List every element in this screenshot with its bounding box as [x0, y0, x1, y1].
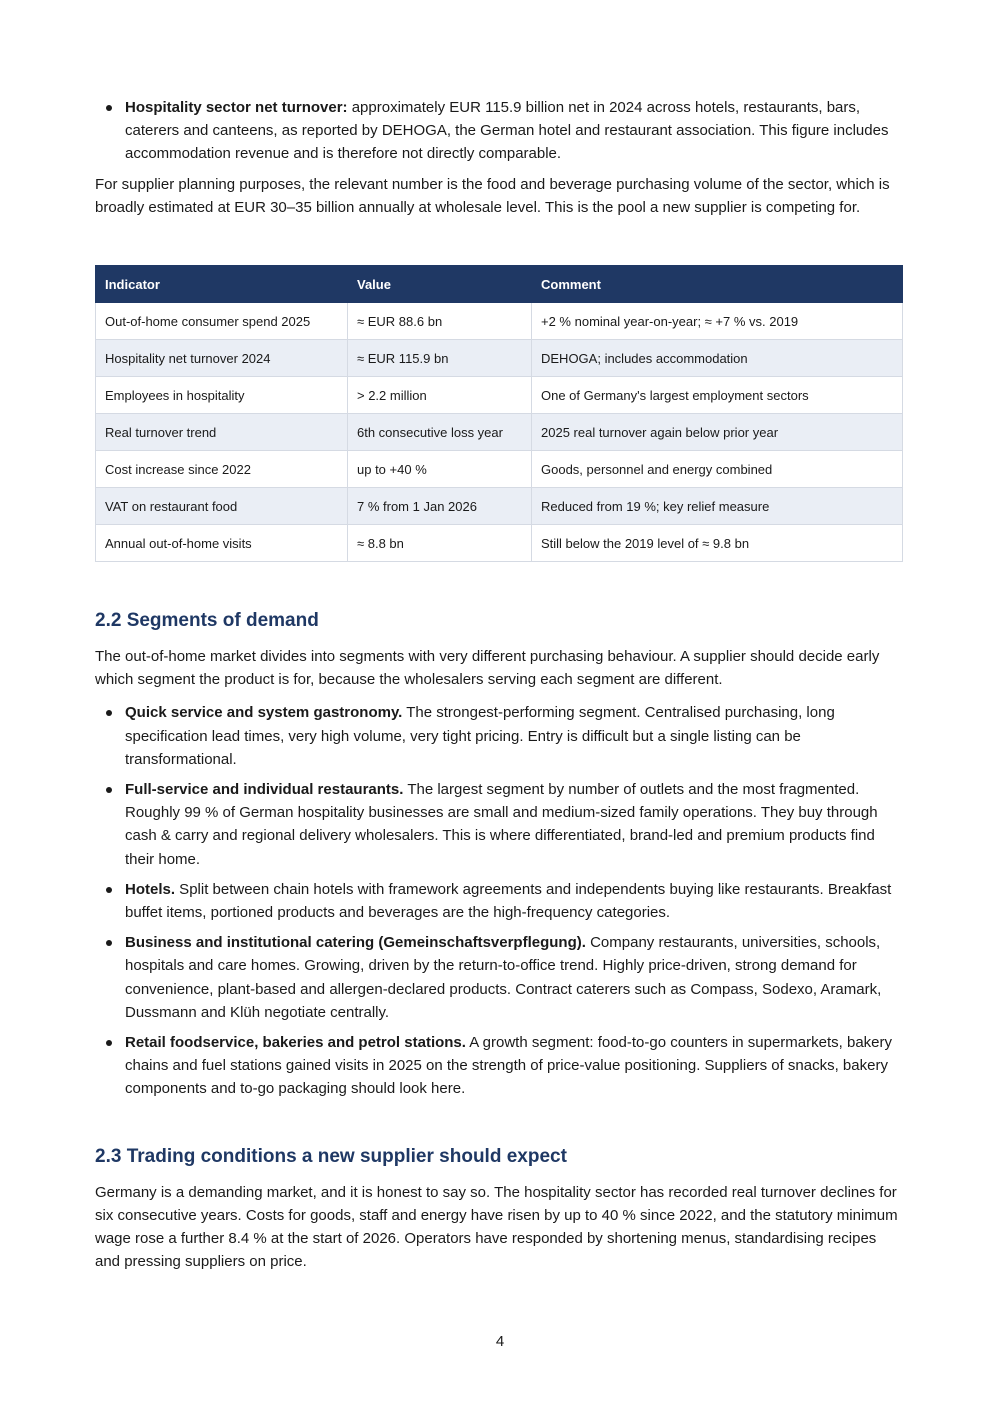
table-cell: 7 % from 1 Jan 2026: [348, 488, 532, 525]
column-header: Comment: [532, 266, 903, 303]
indicator-table: [95, 265, 903, 562]
bullet-label: Full-service and individual restaurants.: [125, 781, 404, 799]
list-item: [95, 1031, 902, 1101]
table-cell: Reduced from 19 %; key relief measure: [532, 488, 903, 525]
segments-intro-paragraph: The out-of-home market divides into segments with very different purchasing behaviour. A supplier should decide early which segment the product is for, because the wholesalers serving each segment are different.: [95, 648, 880, 689]
table-cell: ≈ 8.8 bn: [348, 525, 532, 562]
table-header-row: [96, 266, 903, 303]
list-item: [95, 931, 902, 1024]
table-row: [96, 525, 903, 562]
list-item: [95, 701, 902, 771]
list-item: [95, 96, 902, 166]
page-number: 4: [495, 1333, 505, 1350]
table-row: [96, 303, 903, 340]
table-cell: up to +40 %: [348, 451, 532, 488]
table-cell: DEHOGA; includes accommodation: [532, 340, 903, 377]
table-cell: ≈ EUR 115.9 bn: [348, 340, 532, 377]
trading-conditions-paragraph: Germany is a demanding market, and it is honest to say so. The hospitality sector has recorded real turnover declines for six consecutive years. Costs for goods, staff and energy have risen by up to 40 % since 2022, and the statutory minimum wage rose a further 8.4 % at the start of 2026. Operators have responded by shortening menus, standardising recipes and pressing suppliers on price.: [95, 1183, 898, 1271]
bullet-label: Hospitality sector net turnover:: [125, 99, 348, 116]
bullet-label: Quick service and system gastronomy.: [125, 704, 403, 722]
planning-paragraph: For supplier planning purposes, the relevant number is the food and beverage purchasing volume of the sector, which is broadly estimated at EUR 30–35 billion annually at wholesale level. This is the pool a new supplier is competing for.: [95, 175, 890, 216]
segments-bullet-list: [95, 701, 902, 1100]
table-cell: Still below the 2019 level of ≈ 9.8 bn: [532, 525, 903, 562]
table-row: [96, 340, 903, 377]
table-row: [96, 451, 903, 488]
column-header: Value: [348, 266, 532, 303]
list-item: [95, 778, 902, 871]
bullet-text: The largest segment by number of outlets and the most fragmented. Roughly 99 % of German hospitality businesses are small and medium-sized family operations. They buy through cash & carry and regional delivery wholesalers. This is where differentiated, brand-led and premium products find their home.: [125, 781, 878, 868]
table-cell: +2 % nominal year-on-year; ≈ +7 % vs. 2019: [532, 303, 903, 340]
table-cell: Cost increase since 2022: [96, 451, 348, 488]
bullet-text: A growth segment: food-to-go counters in supermarkets, bakery chains and fuel stations gained visits in 2025 on the strength of price-value positioning. Suppliers of snacks, bakery components and to-go packaging should look here.: [125, 1034, 893, 1098]
table-cell: Real turnover trend: [96, 414, 348, 451]
table-cell: Goods, personnel and energy combined: [532, 451, 903, 488]
table-row: [96, 488, 903, 525]
table-cell: > 2.2 million: [348, 377, 532, 414]
bullet-label: Retail foodservice, bakeries and petrol stations.: [125, 1034, 466, 1052]
table-cell: VAT on restaurant food: [96, 488, 348, 525]
list-item: [95, 878, 902, 924]
table-cell: One of Germany's largest employment sectors: [532, 377, 903, 414]
bullet-text: approximately EUR 115.9 billion net in 2024 across hotels, restaurants, bars, caterers and canteens, as reported by DEHOGA, the German hotel and restaurant association. This figure includes accommodation revenue and is therefore not directly comparable.: [125, 99, 889, 163]
bullet-text: Split between chain hotels with framework agreements and independents buying like restaurants. Breakfast buffet items, portioned products and beverages are the high-frequency categories.: [125, 880, 892, 922]
table-cell: 2025 real turnover again below prior year: [532, 414, 903, 451]
table-cell: 6th consecutive loss year: [348, 414, 532, 451]
bullet-label: Business and institutional catering (Gemeinschaftsverpflegung).: [125, 934, 586, 952]
table-row: [96, 414, 903, 451]
column-header: Indicator: [96, 266, 348, 303]
bullet-label: Hotels.: [125, 880, 176, 898]
table-cell: Out-of-home consumer spend 2025: [96, 303, 348, 340]
table-cell: Hospitality net turnover 2024: [96, 340, 348, 377]
table-cell: Employees in hospitality: [96, 377, 348, 414]
table-cell: Annual out-of-home visits: [96, 525, 348, 562]
bullet-text: The strongest-performing segment. Centralised purchasing, long specification lead times, very high volume, very tight pricing. Entry is difficult but a single listing can be transformational.: [125, 704, 835, 768]
bullet-text: Company restaurants, universities, schools, hospitals and care homes. Growing, driven by the return-to-office trend. Highly price-driven, strong demand for convenience, plant-based and allergen-declared products. Contract caterers such as Compass, Sodexo, Aramark, Dussmann and Klüh negotiate centrally.: [125, 934, 882, 1021]
table-cell: ≈ EUR 88.6 bn: [348, 303, 532, 340]
intro-bullet-list: [95, 96, 902, 166]
section-heading: 2.2 Segments of demand: [95, 610, 319, 632]
section-heading: 2.3 Trading conditions a new supplier should expect: [95, 1145, 567, 1167]
table-row: [96, 377, 903, 414]
page-content: [95, 96, 902, 1273]
